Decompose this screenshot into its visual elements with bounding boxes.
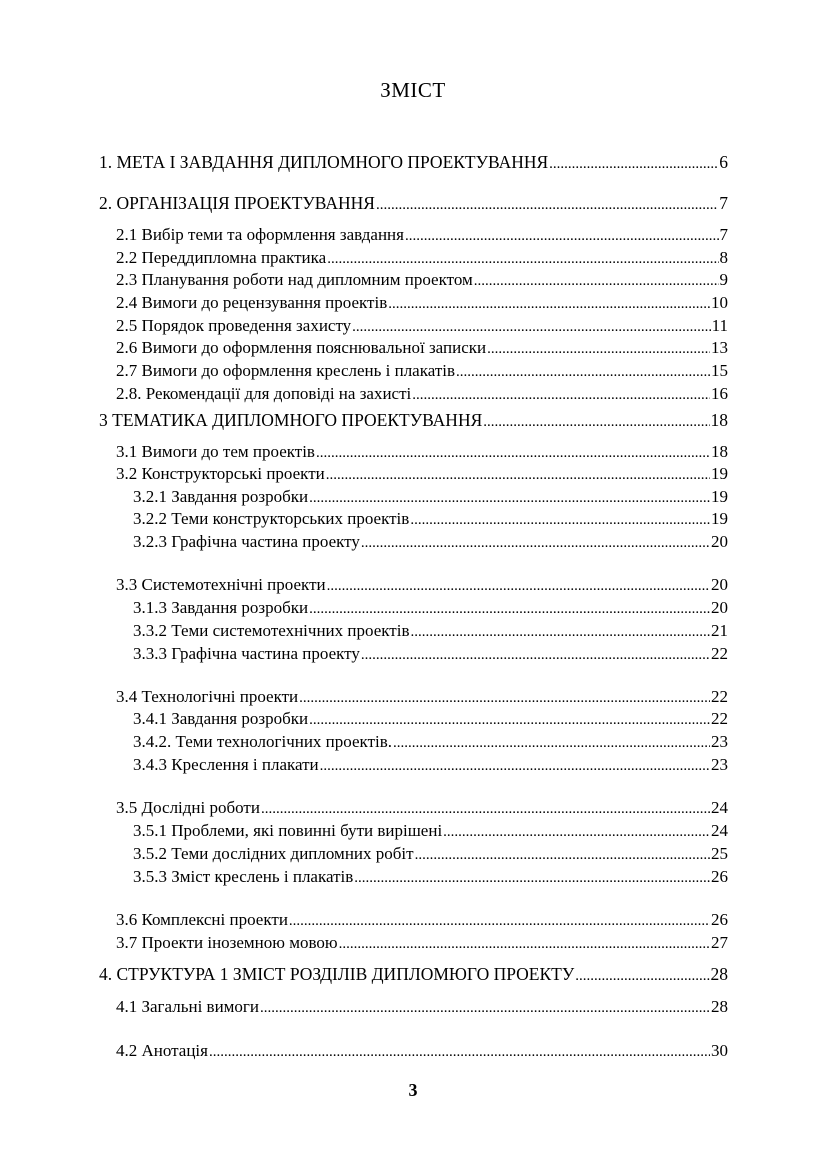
toc-leader-dots <box>487 337 710 360</box>
toc-entry-title: 2.7 Вимоги до оформлення креслень і плакатів <box>116 361 456 380</box>
toc-entry[interactable] <box>116 269 728 292</box>
toc-entry[interactable] <box>116 337 728 360</box>
toc-entry-page: 19 <box>711 487 728 506</box>
toc-leader-dots <box>209 1040 710 1063</box>
toc-leader-dots <box>405 224 719 247</box>
toc-entry-title: 2.6 Вимоги до оформлення пояснювальної записки <box>116 338 487 357</box>
page-number: 3 <box>408 1080 418 1100</box>
toc-leader-dots <box>309 597 710 620</box>
toc-entry-title: 3.1.3 Завдання розробки <box>133 598 309 617</box>
toc-leader-dots <box>361 643 710 666</box>
toc-entry-page: 20 <box>711 575 728 594</box>
toc-entry[interactable] <box>133 866 728 889</box>
toc-entry-title: 4.2 Анотація <box>116 1041 208 1060</box>
toc-entry[interactable] <box>133 843 728 866</box>
toc-entry-page: 22 <box>711 709 728 728</box>
toc-leader-dots <box>456 360 710 383</box>
toc-entry[interactable] <box>116 1040 728 1063</box>
toc-entry-page: 19 <box>711 464 728 483</box>
toc-entry[interactable] <box>116 909 728 932</box>
toc-entry[interactable] <box>116 574 728 597</box>
toc-entry[interactable] <box>133 531 728 554</box>
toc-entry-title: 2.4 Вимоги до рецензування проектів <box>116 293 388 312</box>
toc-leader-dots <box>299 686 710 709</box>
toc-entry-page: 30 <box>711 1041 728 1060</box>
toc-entry-page: 13 <box>711 338 728 357</box>
toc-entry-title: 3.2.3 Графічна частина проекту <box>133 532 360 551</box>
toc-entry-page: 18 <box>710 410 728 430</box>
toc-leader-dots <box>352 315 710 338</box>
toc-entry-page: 28 <box>710 964 728 984</box>
toc-leader-dots <box>309 708 710 731</box>
toc-entry-page: 26 <box>711 867 728 886</box>
toc-entry-title: 3.3 Системотехнічні проекти <box>116 575 326 594</box>
toc-entry[interactable] <box>116 996 728 1019</box>
toc-leader-dots <box>376 192 718 216</box>
toc-entry-page: 7 <box>719 225 728 244</box>
toc-entry[interactable] <box>116 247 728 270</box>
toc-entry[interactable] <box>116 224 728 247</box>
toc-entry-page: 20 <box>711 532 728 551</box>
toc-entry-page: 23 <box>711 732 728 751</box>
toc-leader-dots <box>443 820 710 843</box>
toc-entry[interactable] <box>133 708 728 731</box>
toc-entry[interactable] <box>99 409 728 433</box>
toc-entry[interactable] <box>116 932 728 955</box>
toc-entry[interactable] <box>99 192 728 216</box>
toc-entry-page: 19 <box>711 509 728 528</box>
toc-entry[interactable] <box>99 963 728 987</box>
toc-entry-page: 25 <box>711 844 728 863</box>
toc-entry-title: 1. МЕТА І ЗАВДАННЯ ДИПЛОМНОГО ПРОЕКТУВАННЯ <box>99 152 549 172</box>
toc-leader-dots <box>415 843 710 866</box>
toc-entry-title: 3.5 Дослідні роботи <box>116 798 260 817</box>
toc-entry-title: 2.8. Рекомендації для доповіді на захисті <box>116 384 412 403</box>
toc-entry-page: 6 <box>719 152 728 172</box>
toc-entry-page: 11 <box>711 316 728 335</box>
toc-leader-dots <box>361 531 710 554</box>
toc-entry-title: 3.2 Конструкторські проекти <box>116 464 325 483</box>
toc-entry[interactable] <box>133 731 728 754</box>
toc-leader-dots <box>261 797 710 820</box>
toc-entry-title: 3.4.1 Завдання розробки <box>133 709 309 728</box>
toc-entry-page: 9 <box>719 270 728 289</box>
toc-entry[interactable] <box>116 292 728 315</box>
toc-entry-title: 2.1 Вибір теми та оформлення завдання <box>116 225 404 244</box>
toc-entry-title: 3.4.2. Теми технологічних проектів. <box>133 732 393 751</box>
toc-leader-dots <box>483 409 709 433</box>
toc-entry[interactable] <box>133 597 728 620</box>
page-title: ЗМІСТ <box>380 78 446 102</box>
toc-leader-dots <box>412 383 710 406</box>
toc-entry-title: 2.3 Планування роботи над дипломним проектом <box>116 270 473 289</box>
toc-entry[interactable] <box>116 441 728 464</box>
toc-entry-page: 15 <box>711 361 728 380</box>
toc-entry[interactable] <box>116 383 728 406</box>
toc-entry-page: 16 <box>711 384 728 403</box>
toc-entry-title: 2. ОРГАНІЗАЦІЯ ПРОЕКТУВАННЯ <box>99 193 375 213</box>
toc-entry-title: 3.6 Комплексні проекти <box>116 910 288 929</box>
toc-entry-page: 18 <box>711 442 728 461</box>
toc-entry-title: 2.2 Переддипломна практика <box>116 248 327 267</box>
toc-entry-title: 3.2.1 Завдання розробки <box>133 487 309 506</box>
toc-entry-page: 20 <box>711 598 728 617</box>
toc-leader-dots <box>260 996 710 1019</box>
toc-entry-page: 23 <box>711 755 728 774</box>
toc-entry-title: 3.5.2 Теми дослідних дипломних робіт <box>133 844 414 863</box>
toc-entry-page: 8 <box>719 248 728 267</box>
toc-entry[interactable] <box>133 620 728 643</box>
toc-leader-dots <box>316 441 710 464</box>
toc-entry[interactable] <box>116 315 728 338</box>
toc-entry-title: 3.4 Технологічні проекти <box>116 687 299 706</box>
toc-leader-dots <box>339 932 710 955</box>
toc-leader-dots <box>410 508 710 531</box>
toc-leader-dots <box>309 486 710 509</box>
toc-entry-title: 3 ТЕМАТИКА ДИПЛОМНОГО ПРОЕКТУВАННЯ <box>99 410 483 430</box>
toc-entry-page: 10 <box>711 293 728 312</box>
toc-entry[interactable] <box>133 486 728 509</box>
toc-entry-title: 3.3.2 Теми системотехнічних проектів <box>133 621 410 640</box>
toc-leader-dots <box>393 731 710 754</box>
toc-leader-dots <box>354 866 710 889</box>
toc-entry-title: 3.3.3 Графічна частина проекту <box>133 644 360 663</box>
toc-entry-page: 28 <box>711 997 728 1016</box>
toc-entry-title: 4.1 Загальні вимоги <box>116 997 259 1016</box>
toc-entry[interactable] <box>99 151 728 175</box>
toc-entry-page: 27 <box>711 933 728 952</box>
toc-entry[interactable] <box>116 686 728 709</box>
toc-entry-title: 3.2.2 Теми конструкторських проектів <box>133 509 410 528</box>
toc-entry[interactable] <box>116 463 728 486</box>
toc-leader-dots <box>289 909 710 932</box>
toc-entry-page: 24 <box>711 798 728 817</box>
toc-leader-dots <box>575 963 709 987</box>
toc-entry-title: 3.4.3 Креслення і плакати <box>133 755 319 774</box>
toc-entry-title: 3.1 Вимоги до тем проектів <box>116 442 315 461</box>
toc-leader-dots <box>549 151 718 175</box>
toc-entry[interactable] <box>116 360 728 383</box>
toc-entry[interactable] <box>133 820 728 843</box>
toc-leader-dots <box>474 269 719 292</box>
toc-leader-dots <box>320 754 710 777</box>
toc-leader-dots <box>327 574 710 597</box>
toc-entry-title: 3.5.3 Зміст креслень і плакатів <box>133 867 354 886</box>
toc-entry[interactable] <box>133 754 728 777</box>
toc-entry-title: 2.5 Порядок проведення захисту <box>116 316 352 335</box>
toc-entry-page: 21 <box>711 621 728 640</box>
toc-leader-dots <box>410 620 710 643</box>
toc-entry-title: 3.5.1 Проблеми, які повинні бути вирішені <box>133 821 443 840</box>
toc-entry[interactable] <box>116 797 728 820</box>
toc-leader-dots <box>327 247 718 270</box>
toc-entry-page: 22 <box>711 644 728 663</box>
toc-entry[interactable] <box>133 508 728 531</box>
toc-entry-title: 3.7 Проекти іноземною мовою <box>116 933 338 952</box>
toc-entry-page: 7 <box>719 193 728 213</box>
toc-leader-dots <box>388 292 710 315</box>
toc-entry-page: 22 <box>711 687 728 706</box>
toc-leader-dots <box>326 463 710 486</box>
toc-entry-page: 26 <box>711 910 728 929</box>
toc-entry-title: 4. СТРУКТУРА 1 ЗМІСТ РОЗДІЛІВ ДИПЛОМЮГО ПРОЕКТУ <box>99 964 575 984</box>
toc-entry[interactable] <box>133 643 728 666</box>
toc-entry-page: 24 <box>711 821 728 840</box>
